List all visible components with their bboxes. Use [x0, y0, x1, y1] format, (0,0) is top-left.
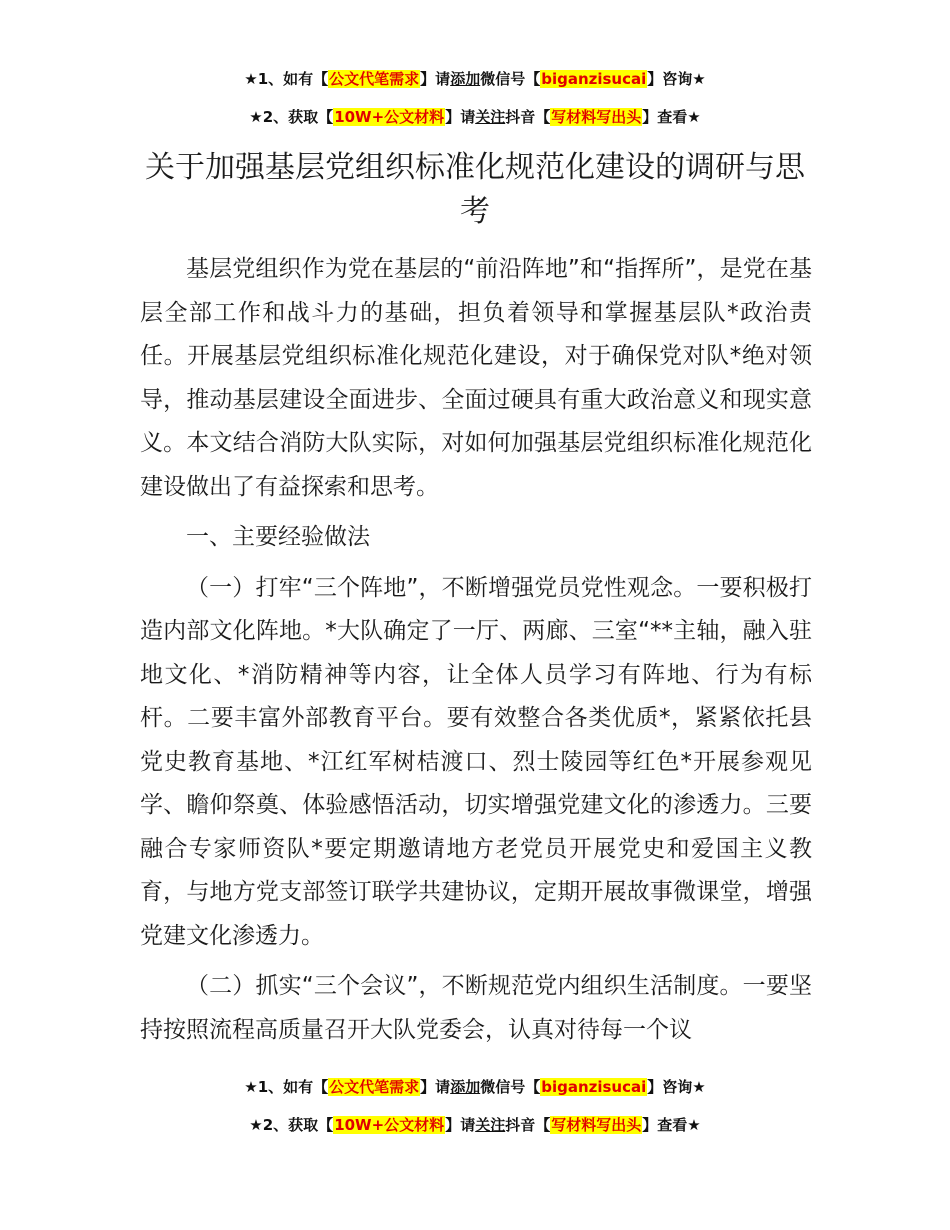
promo-line-2-top	[0, 106, 950, 128]
promo-text: 】请	[445, 108, 476, 126]
promo-line-1-bottom	[0, 1076, 950, 1098]
promo-line-1-top	[0, 68, 950, 90]
document-title: 关于加强基层党组织标准化规范化建设的调研与思考	[145, 150, 805, 229]
promo-underline: 添加	[450, 70, 481, 88]
promo-text: 】咨询★	[647, 70, 706, 88]
promo-underline: 添加	[450, 1078, 481, 1096]
promo-text: 微信号【	[480, 1078, 541, 1096]
promo-text: 】查看★	[642, 1116, 701, 1134]
promo-wechat-id: biganzisucai	[541, 1078, 647, 1096]
promo-line-2-bottom	[0, 1114, 950, 1136]
promo-text: 】请	[445, 1116, 476, 1134]
promo-underline: 关注	[475, 108, 506, 126]
promo-text: 抖音【	[505, 1116, 551, 1134]
promo-text: ★2、获取【	[249, 108, 334, 126]
promo-text: ★1、如有【	[244, 70, 329, 88]
promo-douyin-id: 写材料写出头	[551, 108, 642, 126]
promo-text: 微信号【	[480, 70, 541, 88]
promo-highlight: 公文代笔需求	[329, 70, 420, 88]
promo-highlight: 公文代笔需求	[329, 1078, 420, 1096]
promo-text: 抖音【	[505, 108, 551, 126]
promo-text: 】咨询★	[647, 1078, 706, 1096]
paragraph-section-1: （一）打牢“三个阵地”，不断增强党员党性观念。一要积极打造内部文化阵地。*大队确定了一厅、两廊、三室“**主轴，融入驻地文化、*消防精神等内容，让全体人员学习有阵地、行为有标杆。二要丰富外部教育平台。要有效整合各类优质*，紧紧依托县党史教育基地、*江红军树桔渡口、烈士陵园等红色*开展参观见学、瞻仰祭奠、体验感悟活动，切实增强党建文化的渗透力。三要融合专家师资队*要定期邀请地方老党员开展党史和爱国主义教育，与地方党支部签订联学共建协议，定期开展故事微课堂，增强党建文化渗透力。	[140, 574, 812, 949]
promo-douyin-id: 写材料写出头	[551, 1116, 642, 1134]
paragraph-intro: 基层党组织作为党在基层的“前沿阵地”和“指挥所”，是党在基层全部工作和战斗力的基础，担负着领导和掌握基层队*政治责任。开展基层党组织标准化规范化建设，对于确保党对队*绝对领导，推动基层建设全面进步、全面过硬具有重大政治意义和现实意义。本文结合消防大队实际，对如何加强基层党组织标准化规范化建设做出了有益探索和思考。	[140, 256, 812, 500]
promo-text: 】请	[420, 1078, 451, 1096]
promo-text: ★2、获取【	[249, 1116, 334, 1134]
section-heading: 一、主要经验做法	[186, 524, 370, 550]
promo-text: 】请	[420, 70, 451, 88]
promo-underline: 关注	[475, 1116, 506, 1134]
promo-text: 】查看★	[642, 108, 701, 126]
promo-wechat-id: biganzisucai	[541, 70, 647, 88]
promo-text: ★1、如有【	[244, 1078, 329, 1096]
promo-highlight: 10W+公文材料	[334, 108, 445, 126]
paragraph-section-2: （二）抓实“三个会议”，不断规范党内组织生活制度。一要坚持按照流程高质量召开大队党委会，认真对待每一个议	[140, 973, 812, 1043]
promo-highlight: 10W+公文材料	[334, 1116, 445, 1134]
document-body	[140, 248, 812, 1052]
